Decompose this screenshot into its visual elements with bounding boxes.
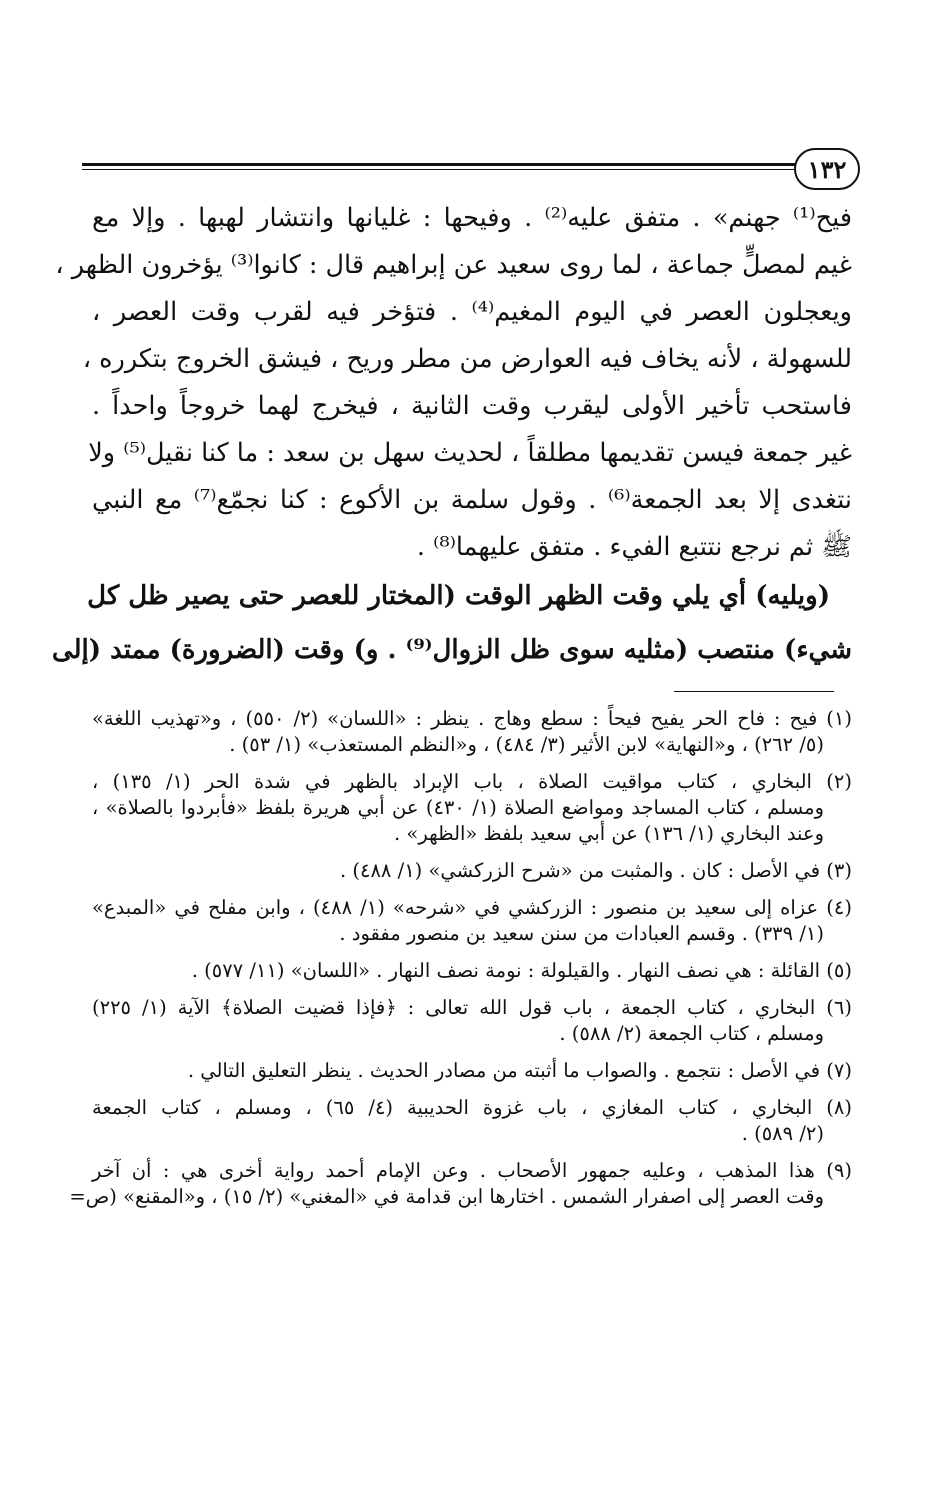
footnote-line: (٢) البخاري ، كتاب مواقيت الصلاة ، باب الإبراد بالظهر في شدة الحر (١/ ١٣٥) ، <box>92 770 852 793</box>
footnote-separator <box>674 691 834 692</box>
header-rule-thin <box>82 169 796 170</box>
footnote-5 <box>92 958 852 984</box>
footnote-line: (٢/ ٥٨٩) . <box>741 1122 824 1145</box>
text-line: للسهولة ، لأنه يخاف فيه العوارض من مطر وريح ، فيشق الخروج بتكرره ، <box>82 344 852 374</box>
footnote-7 <box>92 1058 852 1084</box>
footnote-8 <box>92 1095 852 1147</box>
footnote-1 <box>92 706 852 758</box>
footnote-line: (٦) البخاري ، كتاب الجمعة ، باب قول الله تعالى : ﴿فإذا قضيت الصلاة﴾ الآية (١/ ٢٢٥) <box>92 996 852 1019</box>
footnote-line: (٧) في الأصل : نتجمع . والصواب ما أثبته من مصادر الحديث . ينظر التعليق التالي . <box>187 1059 852 1082</box>
text-line: فيح⁽¹⁾ جهنم» . متفق عليه⁽²⁾ . وفيحها : غليانها وانتشار لهبها . وإلا مع <box>92 203 853 233</box>
text-line: غير جمعة فيسن تقديمها مطلقاً ، لحديث سهل بن سعد : ما كنا نقيل⁽⁵⁾ ولا <box>88 438 852 468</box>
footnotes <box>69 706 852 1221</box>
header-rule-thick <box>82 163 796 166</box>
footnote-line: وعند البخاري (١/ ١٣٦) عن أبي سعيد بلفظ «الظهر» . <box>394 822 824 845</box>
footnote-2 <box>92 769 852 847</box>
text-line: ﷺ ثم نرجع نتتبع الفيء . متفق عليهما⁽⁸⁾ . <box>416 532 852 562</box>
footnote-4 <box>92 895 852 947</box>
text-line: نتغدى إلا بعد الجمعة⁽⁶⁾ . وقول سلمة بن الأكوع : كنا نجمّع⁽⁷⁾ مع النبي <box>92 485 853 515</box>
bold-text-line: شيء) منتصب (مثليه سوى ظل الزوال⁽⁹⁾ . و) وقت (الضرورة) ممتد (إلى <box>51 635 852 665</box>
page-header <box>82 146 860 196</box>
text-line: ويعجلون العصر في اليوم المغيم⁽⁴⁾ . فتؤخر فيه لقرب وقت العصر ، <box>92 297 852 327</box>
footnote-line: (٣) في الأصل : كان . والمثبت من «شرح الزركشي» (١/ ٤٨٨) . <box>339 859 852 882</box>
footnote-line: ومسلم ، كتاب المساجد ومواضع الصلاة (١/ ٤٣٠) عن أبي هريرة بلفظ «فأبردوا بالصلاة» ، <box>92 796 824 819</box>
footnote-line: (٥/ ٢٦٢) ، و«النهاية» لابن الأثير (٣/ ٤٨٤) ، و«النظم المستعذب» (١/ ٥٣) . <box>229 733 824 756</box>
footnote-line: (٥) القائلة : هي نصف النهار . والقيلولة : نومة نصف النهار . «اللسان» (١١/ ٥٧٧) . <box>191 959 852 982</box>
main-text <box>51 200 853 684</box>
page-number-badge <box>794 148 860 190</box>
footnote-line: ومسلم ، كتاب الجمعة (٢/ ٥٨٨) . <box>559 1022 824 1045</box>
page-number: ١٣٢ <box>807 154 847 184</box>
footnote-line: وقت العصر إلى اصفرار الشمس . اختارها ابن قدامة في «المغني» (٢/ ١٥) ، و«المقنع» (ص= <box>69 1185 824 1208</box>
text-line: غيم لمصلٍّ جماعة ، لما روى سعيد عن إبراهيم قال : كانوا⁽³⁾ يؤخرون الظهر ، <box>55 250 852 280</box>
footnote-line: (٩) هذا المذهب ، وعليه جمهور الأصحاب . وعن الإمام أحمد رواية أخرى هي : أن آخر <box>92 1159 852 1182</box>
footnote-3 <box>92 858 852 884</box>
footnote-line: (٨) البخاري ، كتاب المغازي ، باب غزوة الحديبية (٤/ ٦٥) ، ومسلم ، كتاب الجمعة <box>92 1096 852 1119</box>
footnote-9 <box>69 1158 852 1210</box>
footnote-line: (١/ ٣٣٩) . وقسم العبادات من سنن سعيد بن منصور مفقود . <box>339 922 824 945</box>
footnote-line: (٤) عزاه إلى سعيد بن منصور : الزركشي في «شرحه» (١/ ٤٨٨) ، وابن مفلح في «المبدع» <box>92 896 852 919</box>
text-line: فاستحب تأخير الأولى ليقرب وقت الثانية ، فيخرج لهما خروجاً واحداً . <box>92 391 852 421</box>
bold-text-line: (ويليه) أي يلي وقت الظهر الوقت (المختار للعصر حتى يصير ظل كل <box>87 581 830 611</box>
footnote-6 <box>92 995 852 1047</box>
footnote-line: (١) فيح : فاح الحر يفيح فيحاً : سطع وهاج . ينظر : «اللسان» (٢/ ٥٥٠) ، و«تهذيب اللغة» <box>92 707 852 730</box>
